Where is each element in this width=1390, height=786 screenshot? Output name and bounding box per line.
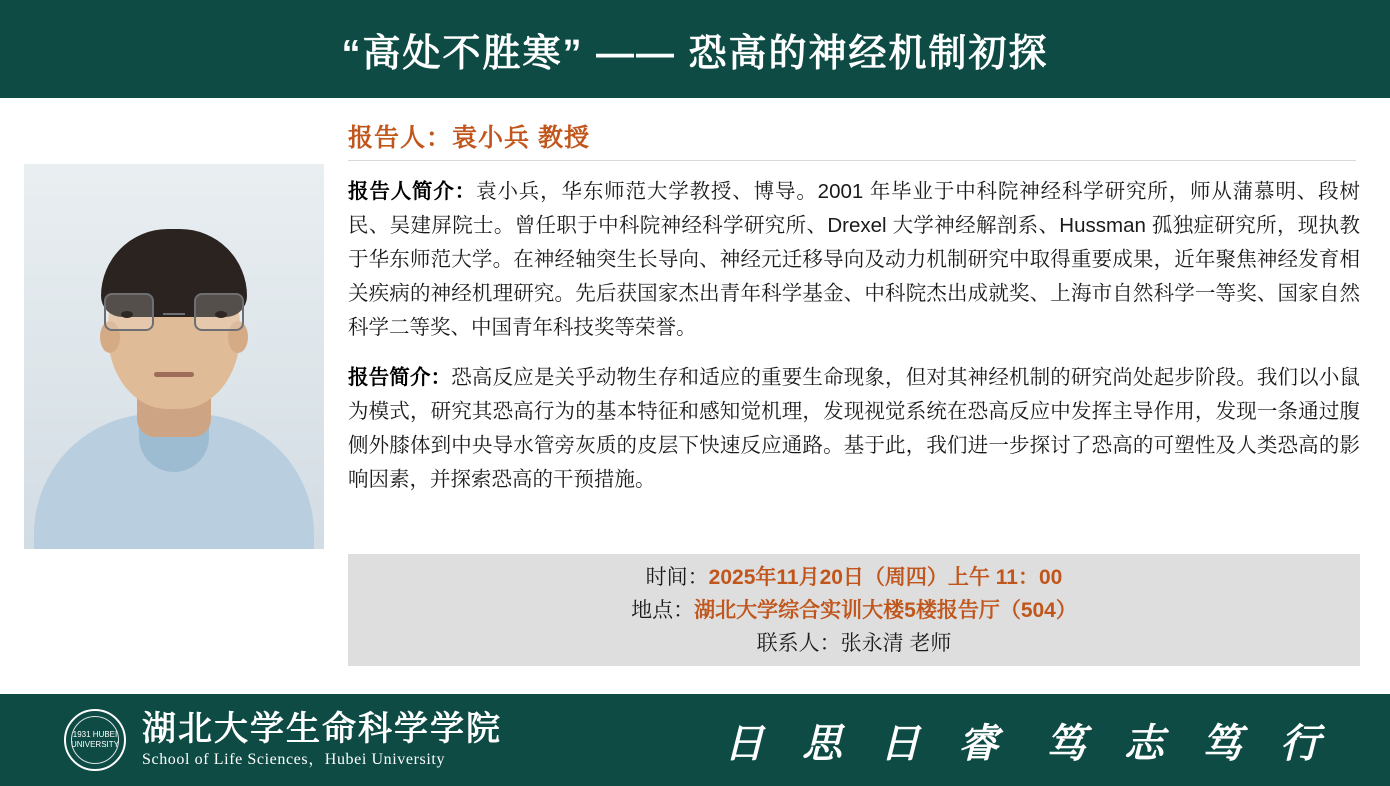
talk-abstract-label: 报告简介： <box>348 366 452 389</box>
event-place-label: 地点： <box>631 598 695 622</box>
event-place-value: 湖北大学综合实训大楼5楼报告厅（504） <box>694 598 1077 622</box>
university-crest-icon <box>64 709 126 771</box>
school-name-en: School of Life Sciences，Hubei University <box>142 751 446 768</box>
talk-abstract-text: 恐高反应是关乎动物生存和适应的重要生命现象，但对其神经机制的研究尚处起步阶段。我们以小鼠为模式，研究其恐高行为的基本特征和感知觉机理，发现视觉系统在恐高反应中发挥主导作用，发现一条通过腹侧外膝体到中央导水管旁灰质的皮层下快速反应通路。基于此，我们进一步探讨了恐高的可塑性及人类恐高的影响因素，并探索恐高的干预措施。 <box>348 366 1360 491</box>
portrait-eye-right <box>215 311 227 318</box>
speaker-name-line: 报告人：袁小兵 教授 <box>348 124 590 152</box>
divider <box>348 160 1356 161</box>
speaker-bio-paragraph <box>348 175 1360 345</box>
footer-branding <box>64 709 502 771</box>
school-name-cn: 湖北大学生命科学学院 <box>142 711 502 748</box>
talk-abstract-paragraph <box>348 361 1360 497</box>
footer-motto-first: 日 思 日 睿 <box>724 720 1012 766</box>
university-crest-text: 1931 HUBEI UNIVERSITY <box>70 730 119 749</box>
event-details-box <box>348 554 1360 666</box>
poster-body <box>0 98 1390 694</box>
poster-text-column <box>348 118 1360 513</box>
speaker-bio-text: 袁小兵，华东师范大学教授、博导。2001 年毕业于中科院神经科学研究所，师从蒲慕明、段树民、吴建屏院士。曾任职于中科院神经科学研究所、Drexel 大学神经解剖系、Hussman 孤独症研究所，现执教于华东师范大学。在神经轴突生长导向、神经元迁移导向及动力机制研究中取得重要成果，近年聚焦神经发育相关疾病的神经机理研究。先后获国家杰出青年科学基金、中科院杰出成就奖、上海市自然科学一等奖、国家自然科学二等奖、中国青年科技奖等荣誉。 <box>348 180 1360 339</box>
portrait-illustration <box>24 164 324 549</box>
speaker-bio-label: 报告人简介： <box>348 180 477 203</box>
page-title: “高处不胜寒” —— 恐高的神经机制初探 <box>341 32 1049 75</box>
poster-footer <box>0 694 1390 786</box>
portrait-glasses-bridge <box>163 313 185 315</box>
poster-title-bar <box>0 0 1390 98</box>
event-time-row <box>646 561 1063 594</box>
speaker-photo <box>24 164 324 549</box>
footer-motto-second: 笃 志 笃 行 <box>1046 720 1334 766</box>
event-time-value: 2025年11月20日（周四）上午 11：00 <box>708 565 1063 589</box>
footer-motto <box>724 712 1334 769</box>
portrait-eye-left <box>121 311 133 318</box>
event-contact-row: 联系人：张永清 老师 <box>756 631 952 655</box>
school-name-block <box>142 710 502 770</box>
portrait-mouth <box>154 372 194 377</box>
event-place-row <box>631 594 1077 627</box>
event-time-label: 时间： <box>645 565 709 589</box>
